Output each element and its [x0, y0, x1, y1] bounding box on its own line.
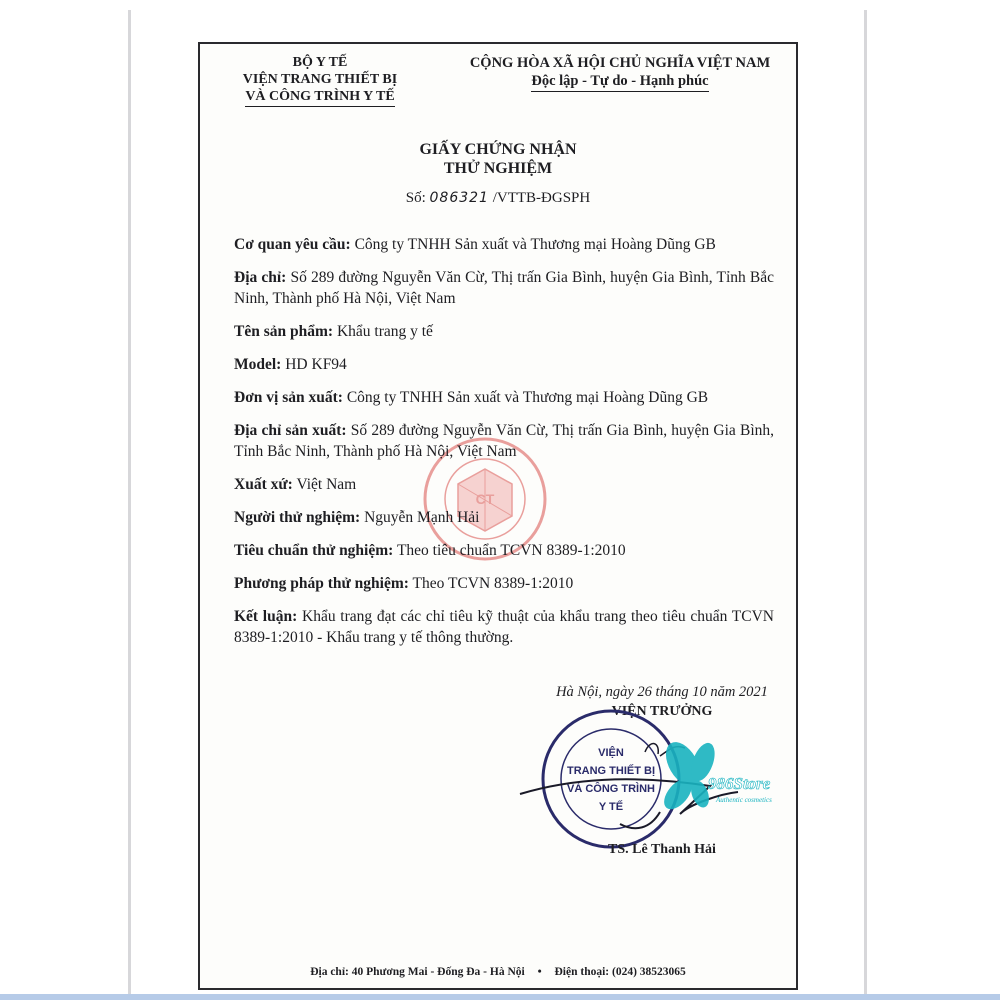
title-line1: GIẤY CHỨNG NHẬN: [419, 141, 577, 158]
watermark-text: CT: [475, 491, 495, 507]
bottom-strip: [0, 994, 1000, 1000]
issuer-header: [230, 54, 410, 107]
institute-line2: VÀ CÔNG TRÌNH Y TẾ: [245, 88, 394, 107]
field-test-standard: Tiêu chuẩn thử nghiệm: Theo tiêu chuẩn TCVN 8389-1:2010: [234, 542, 626, 559]
logo-name: 986Store: [708, 774, 771, 793]
title-line2: THỬ NGHIỆM: [443, 160, 553, 177]
frame-edge-left: [128, 10, 131, 1000]
document-number: [200, 190, 796, 207]
issue-date: Hà Nội, ngày 26 tháng 10 năm 2021: [556, 684, 768, 700]
certificate-document: [198, 42, 798, 990]
signer-name: TS. Lê Thanh Hải: [608, 842, 716, 857]
number-value: 086321: [429, 190, 489, 206]
ministry-name: BỘ Y TẾ: [292, 55, 348, 70]
field-manufacture-address: Địa chỉ sản xuất: Số 289 đường Nguyễn Văn Cừ, Thị trấn Gia Bình, huyện Gia Bình, Tỉnh Bắc Ninh, Thành phố Hà Nội, Việt Nam: [234, 422, 775, 460]
field-model: Model: HD KF94: [234, 356, 347, 373]
national-header: [450, 54, 790, 92]
certificate-body: [234, 234, 774, 660]
field-manufacturer: Đơn vị sản xuất: Công ty TNHH Sản xuất và Thương mại Hoàng Dũng GB: [234, 389, 709, 406]
director-title: VIỆN TRƯỞNG: [611, 704, 713, 719]
field-conclusion: Kết luận: Khẩu trang đạt các chỉ tiêu kỹ thuật của khẩu trang theo tiêu chuẩn TCVN 8389-1:2010 - Khẩu trang y tế thông thường.: [234, 608, 774, 646]
store-logo: [648, 734, 798, 824]
footer-separator: •: [537, 966, 542, 978]
national-motto: Độc lập - Tự do - Hạnh phúc: [531, 72, 708, 92]
document-title: [200, 140, 796, 178]
footer-phone: Điện thoại: (024) 38523065: [554, 966, 686, 978]
logo-tagline: Authentic cosmetics: [716, 796, 772, 804]
stamp-line1: VIỆN: [598, 747, 624, 759]
number-label: Số:: [405, 190, 426, 206]
stamp-line3: VÀ CÔNG TRÌNH: [567, 783, 655, 795]
field-tester: Người thử nghiệm: Nguyễn Mạnh Hải: [234, 509, 480, 526]
field-product-name: Tên sản phẩm: Khẩu trang y tế: [234, 323, 433, 340]
number-suffix: /VTTB-ĐGSPH: [492, 190, 591, 206]
document-footer: [200, 966, 796, 978]
stamp-line2: TRANG THIẾT BỊ: [567, 765, 655, 777]
field-test-method: Phương pháp thử nghiệm: Theo TCVN 8389-1:2010: [234, 575, 574, 592]
footer-address: Địa chỉ: 40 Phương Mai - Đống Đa - Hà Nội: [310, 966, 525, 978]
field-origin: Xuất xứ: Việt Nam: [234, 476, 357, 493]
field-requester: Cơ quan yêu cầu: Công ty TNHH Sản xuất và Thương mại Hoàng Dũng GB: [234, 236, 716, 253]
stamp-line4: Y TẾ: [598, 801, 624, 813]
field-address: Địa chỉ: Số 289 đường Nguyễn Văn Cừ, Thị trấn Gia Bình, huyện Gia Bình, Tỉnh Bắc Ninh, Thành phố Hà Nội, Việt Nam: [234, 269, 775, 307]
frame-edge-right: [864, 10, 867, 1000]
institute-line1: VIỆN TRANG THIẾT BỊ: [242, 72, 398, 87]
republic-name: CỘNG HÒA XÃ HỘI CHỦ NGHĨA VIỆT NAM: [469, 55, 771, 71]
